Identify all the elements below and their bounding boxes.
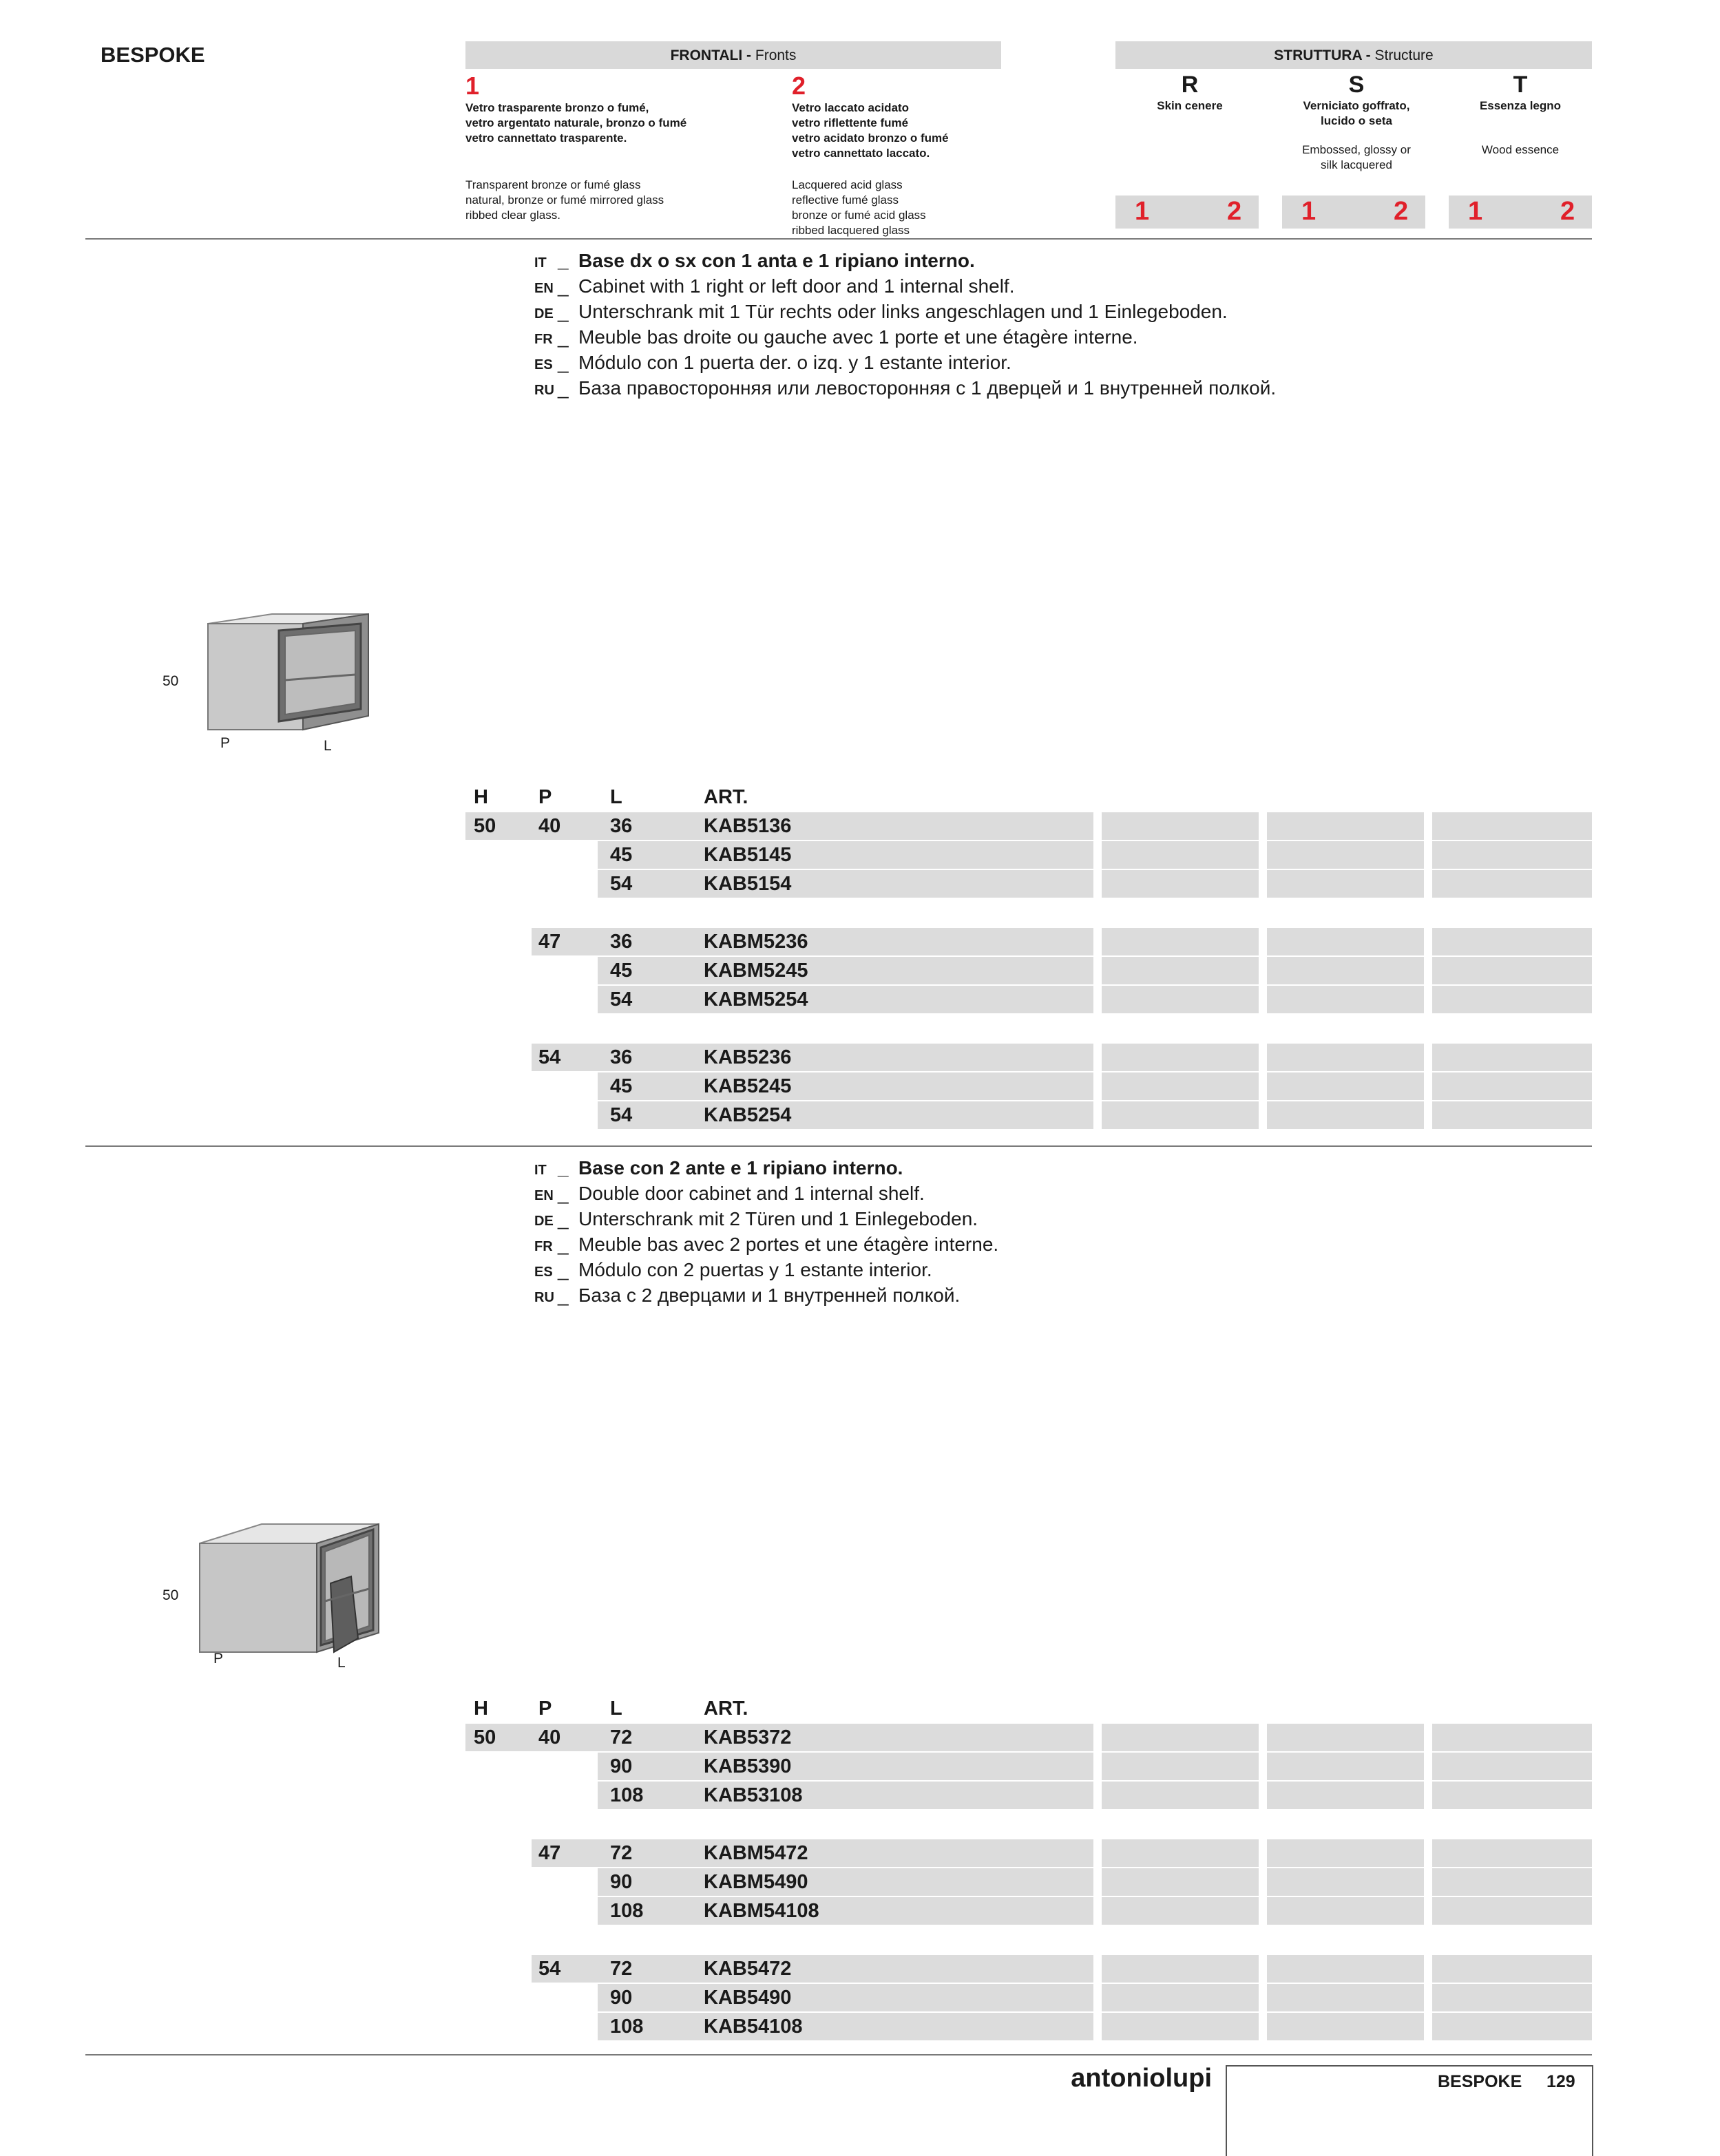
desc-text: Base dx o sx con 1 anta e 1 ripiano interno. [578,250,975,271]
cell-art: KABM5236 [704,931,808,953]
row-band [1267,812,1424,840]
front-option-en-line: Lacquered acid glass [792,178,903,191]
cell-art: KABM54108 [704,1900,819,1922]
structure-code-box-r [1115,195,1259,229]
cell-l: 45 [610,844,633,866]
row-band [1432,1897,1592,1925]
table-row [0,1955,1720,1983]
dim-p-label: P [213,1651,224,1667]
cabinet-double-door-illustration [193,1514,392,1659]
desc-lang: DE [534,306,554,321]
front-option-it-line: vetro acidato bronzo o fumé [792,131,949,145]
row-band [1267,1782,1424,1809]
row-band [1267,1044,1424,1071]
desc-text: Double door cabinet and 1 internal shelf. [578,1183,925,1204]
desc-text: База с 2 дверцами и 1 внутренней полкой. [578,1285,961,1306]
cell-art: KAB53108 [704,1784,803,1806]
row-band [598,812,1093,840]
desc-row: RU _ База правосторонняя или левосторонняя с 1 дверцей и 1 внутренней полкой. [534,377,1276,402]
desc-lang: RU [534,1290,554,1305]
desc-lang: FR [534,1239,553,1254]
row-band [1102,1101,1259,1129]
cell-l: 108 [610,1784,644,1806]
cell-l: 36 [610,1046,633,1068]
row-band [598,1724,1093,1751]
cell-art: KAB5254 [704,1104,792,1126]
cell-art: KABM5490 [704,1871,808,1893]
row-band [1102,1724,1259,1751]
structure-header-bold: STRUTTURA - [1274,47,1375,63]
cell-art: KAB5245 [704,1075,792,1097]
front-option-2 [792,72,998,238]
front-option-1 [465,72,768,223]
code-1: 1 [1468,197,1483,226]
front-option-it [465,101,768,146]
table-header-l: L [610,786,622,808]
front-option-en [792,178,998,238]
cell-p: 40 [538,815,561,837]
fronts-header-light: Fronts [755,47,797,63]
row-band [1102,928,1259,955]
row-band [1102,1753,1259,1780]
dim-p-label: P [220,735,231,751]
desc-lang: ES [534,357,553,372]
front-option-en-line: Transparent bronze or fumé glass [465,178,641,191]
structure-en-line: silk lacquered [1321,158,1392,171]
page-title: BESPOKE [101,43,205,67]
row-band [598,1955,1093,1983]
desc-row: IT _ Base con 2 ante e 1 ripiano interno. [534,1156,998,1182]
footer-box [1226,2065,1593,2156]
row-band [1102,1868,1259,1896]
cell-l: 54 [610,989,633,1011]
row-band [1267,928,1424,955]
cell-p: 54 [538,1958,561,1980]
code-1: 1 [1301,197,1317,226]
code-2: 2 [1560,197,1575,226]
table-row [0,928,1720,955]
table-row [0,1984,1720,2011]
desc-text: Base con 2 ante e 1 ripiano interno. [578,1157,903,1179]
table-header-art: ART. [704,1698,748,1720]
row-band [1267,1897,1424,1925]
code-2: 2 [1227,197,1242,226]
cell-l: 72 [610,1842,633,1864]
row-band [598,870,1093,898]
desc-row: DE _ Unterschrank mit 2 Türen und 1 Einlegeboden. [534,1207,998,1233]
table-row [0,986,1720,1013]
structure-it-line: Verniciato goffrato, [1303,99,1410,112]
cell-art: KABM5472 [704,1842,808,1864]
section-1-description [534,249,1276,402]
cell-art: KAB5136 [704,815,792,837]
desc-row: FR _ Meuble bas avec 2 portes et une étagère interne. [534,1233,998,1258]
front-option-it-line: vetro riflettente fumé [792,116,909,129]
structure-letter: T [1513,72,1528,98]
desc-text: Unterschrank mit 2 Türen und 1 Einlegeboden. [578,1208,978,1229]
desc-lang: IT [534,1163,547,1178]
row-band [598,1839,1093,1867]
code-1: 1 [1135,197,1150,226]
desc-text: Módulo con 1 puerta der. o izq. y 1 estante interior. [578,352,1011,373]
cabinet-single-door-illustration [200,606,379,737]
front-option-en-line: bronze or fumé acid glass [792,209,926,222]
cell-art: KAB5372 [704,1726,792,1748]
cell-l: 90 [610,1755,633,1777]
divider [85,1145,1592,1147]
row-band [598,957,1093,984]
desc-lang: EN [534,281,554,296]
dim-h-label: 50 [162,673,179,689]
row-band [1267,1955,1424,1983]
front-option-en-line: natural, bronze or fumé mirrored glass [465,193,664,207]
table-row [0,1101,1720,1129]
structure-option-t [1449,72,1592,158]
desc-text: База правосторонняя или левосторонняя с 1 дверцей и 1 внутренней полкой. [578,377,1277,399]
row-band [598,986,1093,1013]
row-band [598,1072,1093,1100]
desc-row: FR _ Meuble bas droite ou gauche avec 1 porte et une étagère interne. [534,326,1276,351]
table-header-p: P [538,786,552,808]
row-band [1432,2013,1592,2040]
row-band [598,1897,1093,1925]
desc-text: Meuble bas avec 2 portes et une étagère interne. [578,1234,999,1255]
table-row [0,2013,1720,2040]
desc-lang: EN [534,1188,554,1203]
table-row [0,1868,1720,1896]
structure-code-box-s [1282,195,1425,229]
row-band [1267,1839,1424,1867]
row-band [1267,1753,1424,1780]
desc-lang: ES [534,1265,553,1280]
cell-l: 36 [610,815,633,837]
desc-row: ES _ Módulo con 2 puertas y 1 estante interior. [534,1258,998,1284]
row-band [1267,986,1424,1013]
row-band [598,1984,1093,2011]
row-band [1102,2013,1259,2040]
row-band [1102,957,1259,984]
row-band [598,928,1093,955]
structure-code-box-t [1449,195,1592,229]
cell-l: 45 [610,1075,633,1097]
divider [85,238,1592,240]
row-band [1432,1868,1592,1896]
row-band [1102,1897,1259,1925]
row-band [1432,1782,1592,1809]
row-band [1267,1072,1424,1100]
row-band [1102,870,1259,898]
desc-row: DE _ Unterschrank mit 1 Tür rechts oder links angeschlagen und 1 Einlegeboden. [534,300,1276,326]
footer-section: BESPOKE [1438,2072,1522,2091]
table-row [0,1044,1720,1071]
desc-row: ES _ Módulo con 1 puerta der. o izq. y 1 estante interior. [534,351,1276,377]
row-band [598,2013,1093,2040]
row-band [1432,1753,1592,1780]
front-option-number: 1 [465,72,480,100]
row-band [1102,1839,1259,1867]
row-band [598,841,1093,869]
row-band [1267,841,1424,869]
cell-art: KAB54108 [704,2016,803,2038]
front-option-en [465,178,768,223]
cell-art: KAB5472 [704,1958,792,1980]
row-band [598,1101,1093,1129]
row-band [1432,928,1592,955]
desc-lang: FR [534,332,553,347]
desc-row: EN _ Cabinet with 1 right or left door and 1 internal shelf. [534,275,1276,300]
desc-text: Meuble bas droite ou gauche avec 1 porte et une étagère interne. [578,326,1138,348]
row-band [1432,1839,1592,1867]
row-band [1267,1984,1424,2011]
desc-text: Cabinet with 1 right or left door and 1 internal shelf. [578,275,1015,297]
cell-l: 54 [610,873,633,895]
cell-l: 108 [610,2016,644,2038]
row-band [1267,1868,1424,1896]
dim-h-label: 50 [162,1587,179,1603]
row-band [1102,986,1259,1013]
row-band [1267,1101,1424,1129]
cell-l: 72 [610,1726,633,1748]
table-row [0,1724,1720,1751]
structure-letter: R [1181,72,1199,98]
row-band [1432,1101,1592,1129]
front-option-en-line: ribbed lacquered glass [792,224,910,237]
table-row [0,957,1720,984]
cell-art: KAB5154 [704,873,792,895]
front-option-it-line: vetro cannettato laccato. [792,147,930,160]
cell-l: 108 [610,1900,644,1922]
row-band [1432,1072,1592,1100]
front-option-it-line: Vetro laccato acidato [792,101,910,114]
structure-it-line: Essenza legno [1479,99,1562,112]
structure-letter: S [1348,72,1365,98]
table-row [0,812,1720,840]
structure-it-line: lucido o seta [1321,114,1392,127]
row-band [1432,1044,1592,1071]
row-band [1432,812,1592,840]
desc-text: Unterschrank mit 1 Tür rechts oder links angeschlagen und 1 Einlegeboden. [578,301,1228,322]
cell-art: KAB5145 [704,844,792,866]
structure-it-line: Skin cenere [1157,99,1223,112]
page-number: 129 [1546,2072,1575,2091]
row-band [1102,1782,1259,1809]
cell-l: 72 [610,1958,633,1980]
table-header-h: H [474,1698,488,1720]
code-2: 2 [1394,197,1409,226]
row-band [1102,1984,1259,2011]
desc-lang: IT [534,255,547,271]
brand-logo: antoniolupi [1071,2064,1212,2093]
front-option-it-line: vetro cannettato trasparente. [465,131,627,145]
row-band [1432,1724,1592,1751]
row-band [1102,1044,1259,1071]
cell-l: 90 [610,1987,633,2009]
desc-text: Módulo con 2 puertas y 1 estante interior. [578,1259,932,1280]
front-option-number: 2 [792,72,806,100]
desc-lang: DE [534,1214,554,1229]
front-option-en-line: ribbed clear glass. [465,209,560,222]
table-header-h: H [474,786,488,808]
front-option-it-line: Vetro trasparente bronzo o fumé, [465,101,649,114]
table-header-p: P [538,1698,552,1720]
table-row [0,841,1720,869]
row-band [1267,2013,1424,2040]
row-band [1432,957,1592,984]
structure-option-r [1115,72,1264,114]
row-band [1432,870,1592,898]
desc-row: IT _ Base dx o sx con 1 anta e 1 ripiano interno. [534,249,1276,275]
dim-l-label: L [337,1655,346,1671]
desc-row: RU _ База с 2 дверцами и 1 внутренней полкой. [534,1284,998,1309]
structure-header [1115,41,1592,69]
desc-lang: RU [534,383,554,398]
desc-row: EN _ Double door cabinet and 1 internal shelf. [534,1182,998,1207]
row-band [1432,841,1592,869]
cell-p: 47 [538,1842,561,1864]
section-2-description [534,1156,998,1309]
structure-option-s [1282,72,1431,173]
table-row [0,1839,1720,1867]
row-band [598,1753,1093,1780]
row-band [1432,986,1592,1013]
row-band [1267,1724,1424,1751]
row-band [1102,812,1259,840]
cell-p: 54 [538,1046,561,1068]
fronts-header-bold: FRONTALI - [670,47,755,63]
row-band [1432,1955,1592,1983]
cell-art: KABM5245 [704,960,808,982]
divider [85,2054,1592,2055]
row-band [598,1868,1093,1896]
front-option-it [792,101,998,161]
cell-art: KAB5390 [704,1755,792,1777]
row-band [598,1044,1093,1071]
front-option-it-line: vetro argentato naturale, bronzo o fumé [465,116,687,129]
cell-art: KAB5490 [704,1987,792,2009]
cell-l: 45 [610,960,633,982]
row-band [1102,1072,1259,1100]
fronts-header [465,41,1001,69]
cell-h: 50 [474,815,496,837]
cell-l: 54 [610,1104,633,1126]
cell-art: KABM5254 [704,989,808,1011]
dim-l-label: L [324,738,332,754]
cell-l: 36 [610,931,633,953]
table-header-art: ART. [704,786,748,808]
front-option-en-line: reflective fumé glass [792,193,899,207]
cell-p: 47 [538,931,561,953]
structure-en-line: Wood essence [1481,143,1560,156]
table-header-l: L [610,1698,622,1720]
table-row [0,1897,1720,1925]
row-band [1102,841,1259,869]
structure-header-light: Structure [1374,47,1434,63]
table-row [0,1782,1720,1809]
row-band [1267,957,1424,984]
cell-p: 40 [538,1726,561,1748]
table-row [0,1072,1720,1100]
structure-en-line: Embossed, glossy or [1302,143,1411,156]
row-band [1267,870,1424,898]
cell-h: 50 [474,1726,496,1748]
cell-l: 90 [610,1871,633,1893]
table-row [0,870,1720,898]
cell-art: KAB5236 [704,1046,792,1068]
row-band [1432,1984,1592,2011]
row-band [598,1782,1093,1809]
row-band [1102,1955,1259,1983]
table-row [0,1753,1720,1780]
